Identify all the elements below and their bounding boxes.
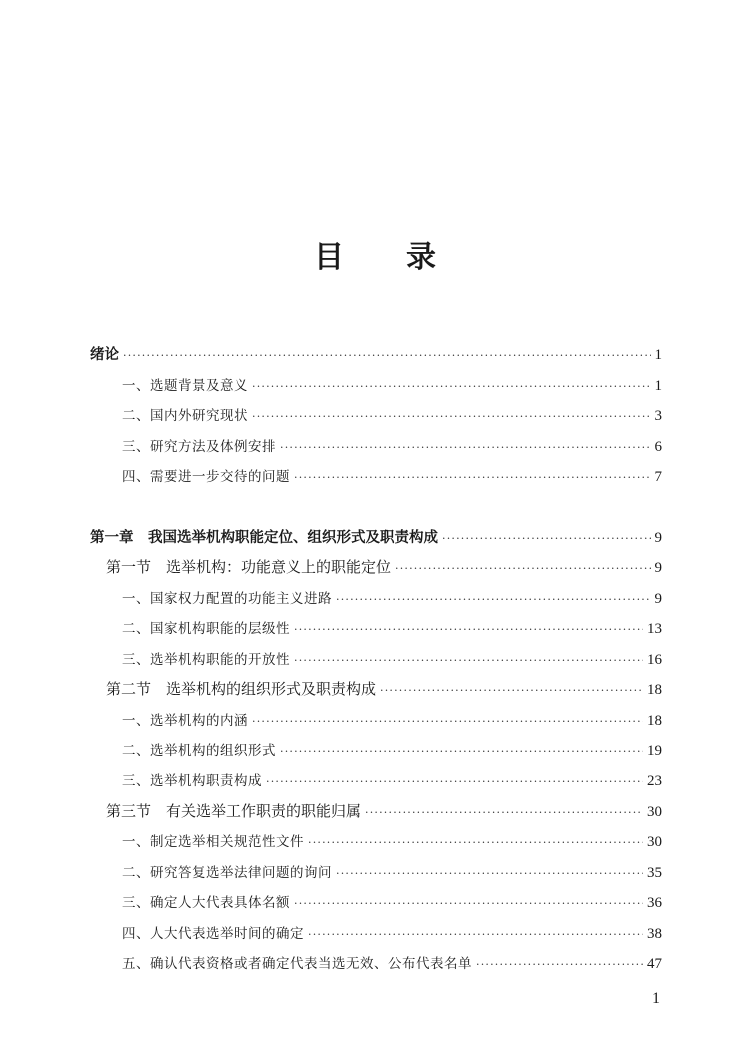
dot-leader (336, 867, 643, 880)
toc-entry-page: 38 (647, 926, 662, 942)
toc-entry-section[interactable] (106, 800, 662, 822)
toc-entry-label: 二、研究答复选举法律问题的询问 (122, 865, 332, 881)
toc-entry-label: 第一章 我国选举机构职能定位、组织形式及职责构成 (90, 530, 438, 546)
toc-entry-item[interactable] (122, 617, 662, 639)
toc-entry-chapter[interactable] (90, 526, 662, 548)
dot-leader (252, 410, 651, 423)
toc-entry-page: 9 (654, 530, 662, 546)
toc-entry-page: 16 (647, 652, 662, 668)
toc-entry-label: 五、确认代表资格或者确定代表当选无效、公布代表名单 (122, 956, 472, 972)
toc-entry-page: 19 (647, 743, 662, 759)
toc-entry-page: 18 (647, 713, 662, 729)
dot-leader (336, 593, 651, 606)
toc-entry-item[interactable] (122, 952, 662, 974)
toc-entry-page: 30 (647, 834, 662, 850)
toc-entry-page: 30 (647, 804, 662, 820)
dot-leader (294, 623, 643, 636)
toc-entry-item[interactable] (122, 435, 662, 457)
toc-entry-item[interactable] (122, 587, 662, 609)
toc-entry-page: 35 (647, 865, 662, 881)
dot-leader (266, 775, 643, 788)
toc-entry-label: 绪论 (90, 347, 119, 363)
toc-entry-label: 第二节 选举机构的组织形式及职责构成 (106, 680, 377, 698)
toc-entry-page: 1 (654, 347, 662, 363)
dot-leader (365, 806, 643, 819)
toc-entry-page: 9 (654, 560, 662, 576)
toc-entry-item[interactable] (122, 830, 662, 852)
toc-entry-item[interactable] (122, 861, 662, 883)
toc-entry-page: 9 (654, 591, 662, 607)
toc-entry-label: 一、制定选举相关规范性文件 (122, 834, 304, 850)
dot-leader (442, 532, 651, 545)
toc-entry-item[interactable] (122, 739, 662, 761)
toc-entry-item[interactable] (122, 374, 662, 396)
toc-entry-item[interactable] (122, 891, 662, 913)
toc-entry-label: 二、国家机构职能的层级性 (122, 621, 290, 637)
toc-entry-label: 二、选举机构的组织形式 (122, 743, 276, 759)
toc-entry-label: 一、国家权力配置的功能主义进路 (122, 591, 332, 607)
dot-leader (280, 441, 651, 454)
dot-leader (280, 745, 643, 758)
toc-entry-section[interactable] (106, 556, 662, 578)
toc-entry-page: 18 (647, 682, 662, 698)
toc-entry-label: 一、选举机构的内涵 (122, 713, 248, 729)
dot-leader (252, 715, 643, 728)
toc-entry-page: 3 (654, 408, 662, 424)
page-number: 1 (652, 990, 660, 1007)
toc-entry-page: 47 (647, 956, 662, 972)
toc-entry-item[interactable] (122, 648, 662, 670)
toc-entry-label: 第一节 选举机构：功能意义上的职能定位 (106, 558, 392, 576)
toc-entry-label: 三、选举机构职责构成 (122, 773, 262, 789)
toc-entry-page: 7 (654, 469, 662, 485)
dot-leader (294, 897, 643, 910)
toc-entry-page: 1 (654, 378, 662, 394)
toc-entry-label: 四、人大代表选举时间的确定 (122, 926, 304, 942)
dot-leader (380, 684, 643, 697)
toc-entry-item[interactable] (122, 709, 662, 731)
title-char-2: 录 (406, 240, 436, 275)
toc-entry-label: 三、研究方法及体例安排 (122, 439, 276, 455)
toc-entry-item[interactable] (122, 769, 662, 791)
toc-entry-label: 四、需要进一步交待的问题 (122, 469, 290, 485)
dot-leader (308, 928, 643, 941)
toc-entry-item[interactable] (122, 922, 662, 944)
toc-entry-chapter[interactable] (90, 343, 662, 365)
toc-entry-page: 23 (647, 773, 662, 789)
dot-leader (294, 471, 651, 484)
toc-entry-page: 36 (647, 895, 662, 911)
toc-entry-label: 第三节 有关选举工作职责的职能归属 (106, 802, 362, 820)
toc-title (0, 232, 750, 276)
toc-entry-item[interactable] (122, 404, 662, 426)
toc-entry-page: 6 (654, 439, 662, 455)
dot-leader (252, 380, 651, 393)
dot-leader (395, 562, 650, 575)
toc-entry-label: 三、确定人大代表具体名额 (122, 895, 290, 911)
toc-entry-label: 二、国内外研究现状 (122, 408, 248, 424)
toc-entry-label: 一、选题背景及意义 (122, 378, 248, 394)
dot-leader (308, 836, 643, 849)
toc-entry-label: 三、选举机构职能的开放性 (122, 652, 290, 668)
dot-leader (294, 654, 643, 667)
dot-leader (123, 349, 651, 362)
toc-entry-page: 13 (647, 621, 662, 637)
dot-leader (476, 958, 643, 971)
toc-entry-item[interactable] (122, 465, 662, 487)
title-char-1: 目 (314, 240, 344, 275)
toc-entry-section[interactable] (106, 678, 662, 700)
